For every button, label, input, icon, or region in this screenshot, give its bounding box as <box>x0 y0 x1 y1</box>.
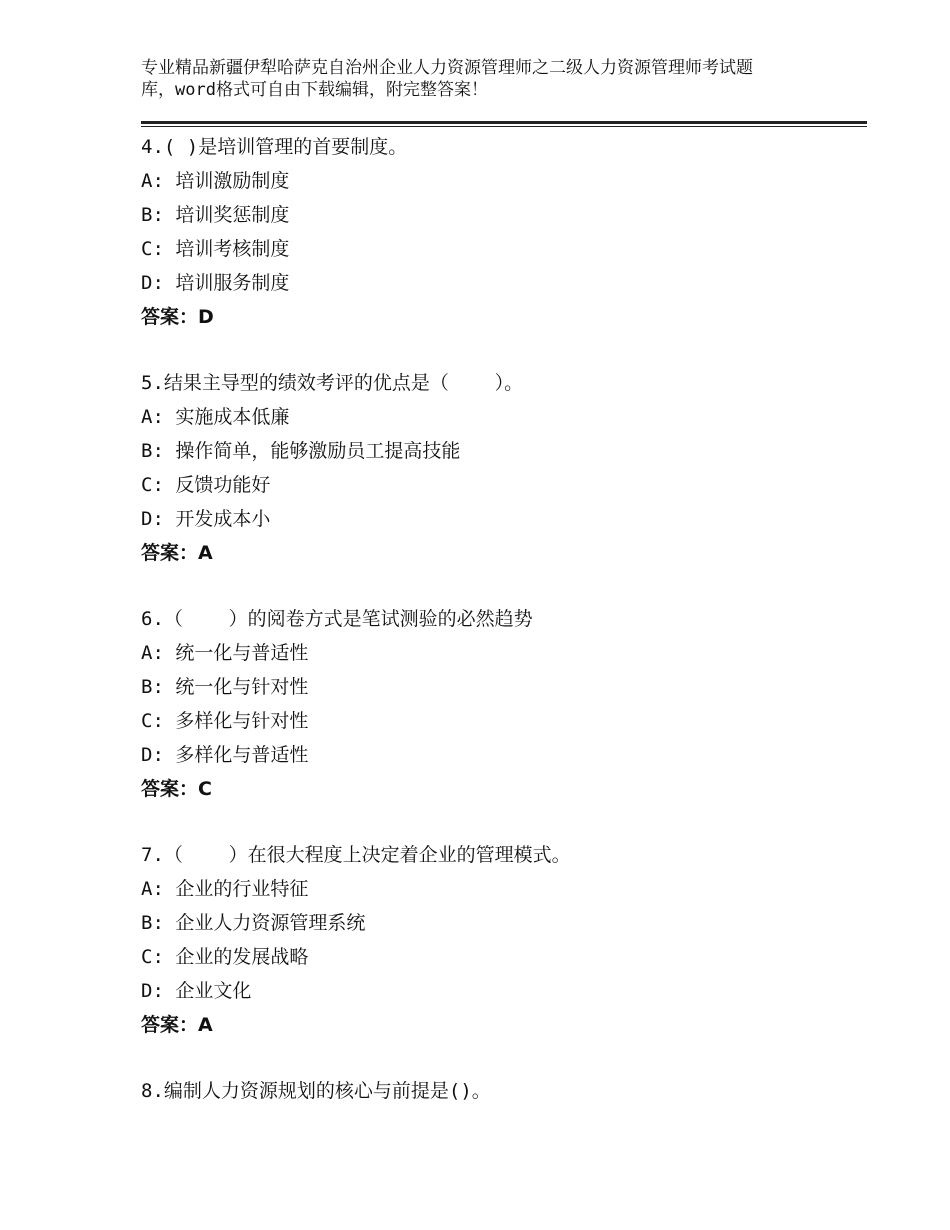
question-stem: 7.（ ）在很大程度上决定着企业的管理模式。 <box>141 844 571 866</box>
answer-label: 答案：D <box>141 306 214 328</box>
question-stem: 4.( )是培训管理的首要制度。 <box>141 136 408 158</box>
header-line-2: 库，word格式可自由下载编辑，附完整答案！ <box>141 80 488 100</box>
question-stem: 5.结果主导型的绩效考评的优点是（ ）。 <box>141 372 524 394</box>
option-d: D: 培训服务制度 <box>141 272 290 294</box>
option-c: C: 企业的发展战略 <box>141 946 309 968</box>
option-d: D: 企业文化 <box>141 980 252 1002</box>
option-c: C: 反馈功能好 <box>141 474 271 496</box>
answer-label: 答案：A <box>141 542 213 564</box>
option-d: D: 多样化与普适性 <box>141 744 309 766</box>
option-d: D: 开发成本小 <box>141 508 271 530</box>
answer-label: 答案：C <box>141 778 212 800</box>
option-c: C: 多样化与针对性 <box>141 710 309 732</box>
answer-label: 答案：A <box>141 1014 213 1036</box>
option-b: B: 企业人力资源管理系统 <box>141 912 366 934</box>
question-5 <box>141 366 861 570</box>
option-b: B: 培训奖惩制度 <box>141 204 290 226</box>
question-6 <box>141 602 861 806</box>
question-stem: 8.编制人力资源规划的核心与前提是()。 <box>141 1080 491 1102</box>
header-divider-thin <box>141 126 867 127</box>
question-stem: 6.（ ）的阅卷方式是笔试测验的必然趋势 <box>141 608 533 630</box>
question-4 <box>141 130 861 334</box>
question-list <box>141 130 861 1140</box>
option-b: B: 操作简单，能够激励员工提高技能 <box>141 440 461 462</box>
option-a: A: 企业的行业特征 <box>141 878 309 900</box>
option-c: C: 培训考核制度 <box>141 238 290 260</box>
header-divider-thick <box>141 121 867 124</box>
option-a: A: 实施成本低廉 <box>141 406 290 428</box>
option-b: B: 统一化与针对性 <box>141 676 309 698</box>
document-header <box>141 57 841 101</box>
option-a: A: 培训激励制度 <box>141 170 290 192</box>
header-line-1: 专业精品新疆伊犁哈萨克自治州企业人力资源管理师之二级人力资源管理师考试题 <box>141 58 753 78</box>
question-8 <box>141 1074 861 1108</box>
question-7 <box>141 838 861 1042</box>
option-a: A: 统一化与普适性 <box>141 642 309 664</box>
